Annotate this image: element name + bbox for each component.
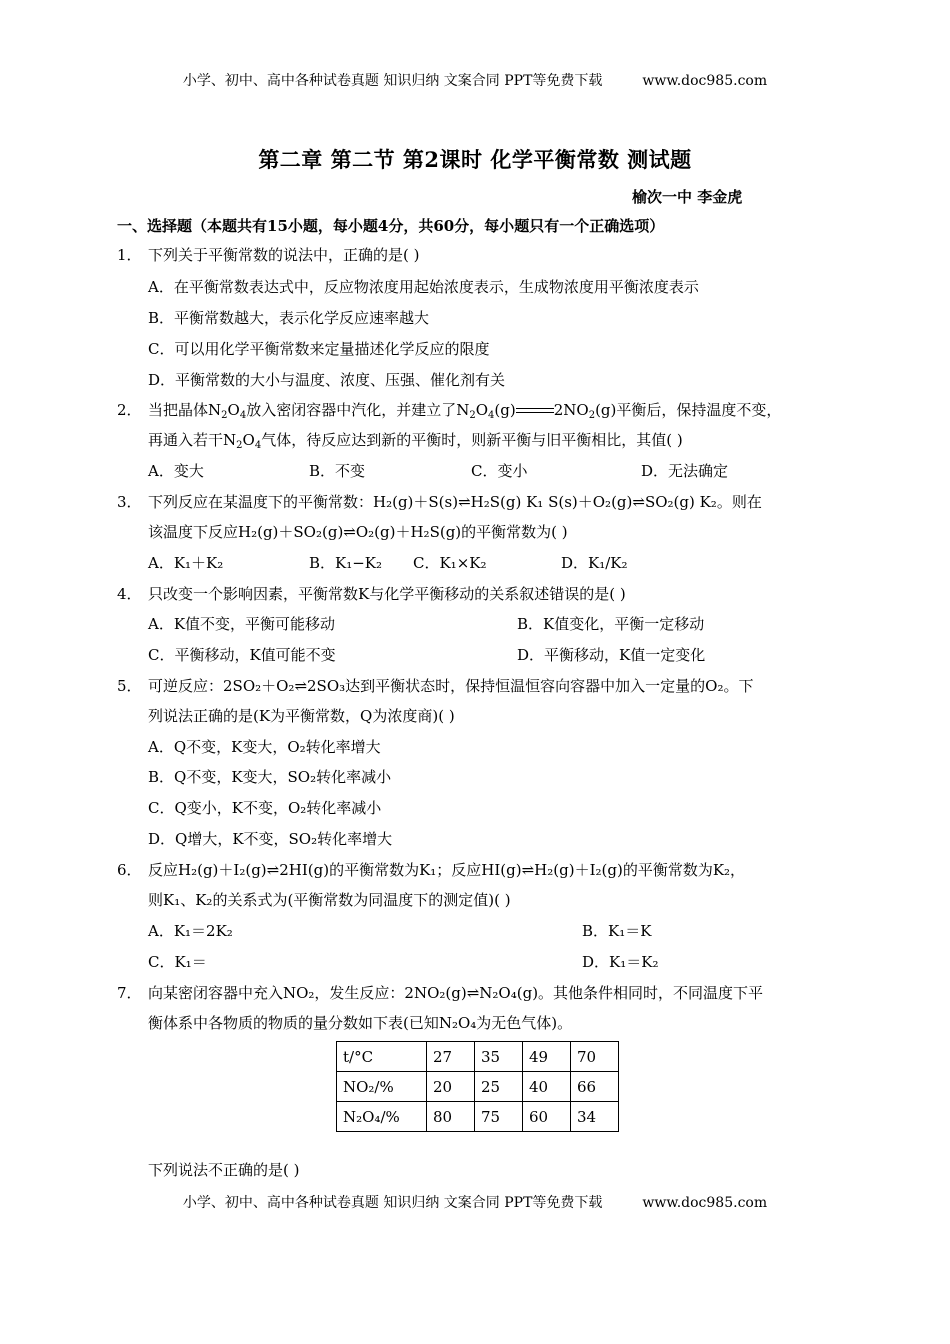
- q4-number: 4．: [117, 585, 142, 603]
- q2-option-a: A．变大: [148, 462, 204, 480]
- q6-option-d: D．K₁＝K₂: [582, 953, 659, 971]
- q3-option-a: A．K₁＋K₂: [148, 554, 224, 572]
- q3-number: 3．: [117, 493, 142, 511]
- q1-option-a: A．在平衡常数表达式中，反应物浓度用起始浓度表示，生成物浓度用平衡浓度表示: [148, 278, 699, 296]
- table-row: [337, 1102, 619, 1132]
- q5-line-1: 可逆反应：2SO₂＋O₂⇌2SO₃达到平衡状态时，保持恒温恒容向容器中加入一定量的O₂。下: [148, 677, 754, 695]
- q1-option-b: B．平衡常数越大，表示化学反应速率越大: [148, 309, 430, 327]
- page-header: [0, 70, 950, 90]
- table-row-label: t/°C: [337, 1042, 427, 1072]
- section-heading: 一、选择题（本题共有15小题，每小题4分，共60分，每小题只有一个正确选项）: [117, 217, 665, 235]
- footer-text: 小学、初中、高中各种试卷真题 知识归纳 文案合同 PPT等免费下载: [182, 1195, 603, 1211]
- q6-line-2: 则K₁、K₂的关系式为(平衡常数为同温度下的测定值)( ): [148, 891, 511, 909]
- data-table: [336, 1041, 619, 1132]
- q4-option-b: B．K值变化，平衡一定移动: [517, 615, 705, 633]
- page-title: 第二章 第二节 第2课时 化学平衡常数 测试题: [258, 147, 692, 172]
- equilibrium-arrow-icon: [516, 405, 554, 417]
- table-row: [337, 1072, 619, 1102]
- q1-option-c: C．可以用化学平衡常数来定量描述化学反应的限度: [148, 340, 490, 358]
- q5-option-c: C．Q变小，K不变，O₂转化率减小: [148, 799, 382, 817]
- table-row: [337, 1042, 619, 1072]
- q7-line-2: 衡体系中各物质的物质的量分数如下表(已知N₂O₄为无色气体)。: [148, 1014, 573, 1032]
- table-cell: 20: [427, 1072, 475, 1102]
- q6-number: 6．: [117, 861, 142, 879]
- q1-number: 1．: [117, 246, 142, 264]
- q4-option-c: C．平衡移动，K值可能不变: [148, 646, 336, 664]
- table-cell: 80: [427, 1102, 475, 1132]
- q2-line-2: 再通入若干$N_2O_4$气体，待反应达到新的平衡时，则新平衡与旧平衡相比，其值( ): [148, 431, 683, 451]
- table-cell: 70: [571, 1042, 619, 1072]
- q3-option-b: B．K₁−K₂: [309, 554, 383, 572]
- q2-line-1: 当把晶体$N_2O_4$放入密闭容器中汽化，并建立了$N_2O_4(g)$ $2NO_2(g)$平衡后，保持温度不变，: [148, 401, 782, 421]
- q4-option-a: A．K值不变，平衡可能移动: [148, 615, 336, 633]
- q3-line-2: 该温度下反应H₂(g)＋SO₂(g)⇌O₂(g)＋H₂S(g)的平衡常数为( ): [148, 523, 568, 541]
- table-cell: 66: [571, 1072, 619, 1102]
- q2-option-b: B．不变: [309, 462, 366, 480]
- q6-option-b: B．K₁＝K: [582, 922, 652, 940]
- table-cell: 60: [523, 1102, 571, 1132]
- q7-number: 7．: [117, 984, 142, 1002]
- table-cell: 35: [475, 1042, 523, 1072]
- q6-option-a: A．K₁＝2K₂: [148, 922, 233, 940]
- table-cell: 34: [571, 1102, 619, 1132]
- q3-option-d: D．K₁/K₂: [561, 554, 628, 572]
- q2-option-d: D．无法确定: [641, 462, 729, 480]
- q1-option-d: D．平衡常数的大小与温度、浓度、压强、催化剂有关: [148, 371, 506, 389]
- q5-option-a: A．Q不变，K变大，O₂转化率增大: [148, 738, 381, 756]
- table-row-label: N₂O₄/%: [337, 1102, 427, 1132]
- q4-stem: 只改变一个影响因素，平衡常数K与化学平衡移动的关系叙述错误的是( ): [148, 585, 626, 603]
- q7-follow-up: 下列说法不正确的是( ): [148, 1161, 300, 1179]
- table-row-label: NO₂/%: [337, 1072, 427, 1102]
- q3-line-1: 下列反应在某温度下的平衡常数：H₂(g)＋S(s)⇌H₂S(g) K₁ S(s)＋O₂(g)⇌SO₂(g) K₂。则在: [148, 493, 762, 511]
- q4-option-d: D．平衡移动，K值一定变化: [517, 646, 706, 664]
- header-text: 小学、初中、高中各种试卷真题 知识归纳 文案合同 PPT等免费下载: [182, 73, 603, 89]
- footer-site[interactable]: www.doc985.com: [642, 1195, 768, 1211]
- table-cell: 75: [475, 1102, 523, 1132]
- q7-line-1: 向某密闭容器中充入NO₂，发生反应：2NO₂(g)⇌N₂O₄(g)。其他条件相同时，不同温度下平: [148, 984, 764, 1002]
- author: 榆次一中 李金虎: [632, 188, 743, 206]
- q6-line-1: 反应H₂(g)＋I₂(g)⇌2HI(g)的平衡常数为K₁；反应HI(g)⇌H₂(g)＋I₂(g)的平衡常数为K₂，: [148, 861, 746, 879]
- q2-number: 2．: [117, 401, 142, 419]
- header-site[interactable]: www.doc985.com: [642, 73, 768, 89]
- q5-option-b: B．Q不变，K变大，SO₂转化率减小: [148, 768, 392, 786]
- q3-option-c: C．K₁×K₂: [413, 554, 487, 572]
- q1-stem: 下列关于平衡常数的说法中，正确的是( ): [148, 246, 420, 264]
- q5-option-d: D．Q增大，K不变，SO₂转化率增大: [148, 830, 393, 848]
- q5-line-2: 列说法正确的是(K为平衡常数，Q为浓度商)( ): [148, 707, 455, 725]
- q5-number: 5．: [117, 677, 142, 695]
- table-cell: 40: [523, 1072, 571, 1102]
- table-cell: 27: [427, 1042, 475, 1072]
- q6-option-c: C．K₁＝: [148, 953, 207, 971]
- page-footer: [0, 1192, 950, 1212]
- table-cell: 25: [475, 1072, 523, 1102]
- q2-option-c: C．变小: [471, 462, 528, 480]
- table-cell: 49: [523, 1042, 571, 1072]
